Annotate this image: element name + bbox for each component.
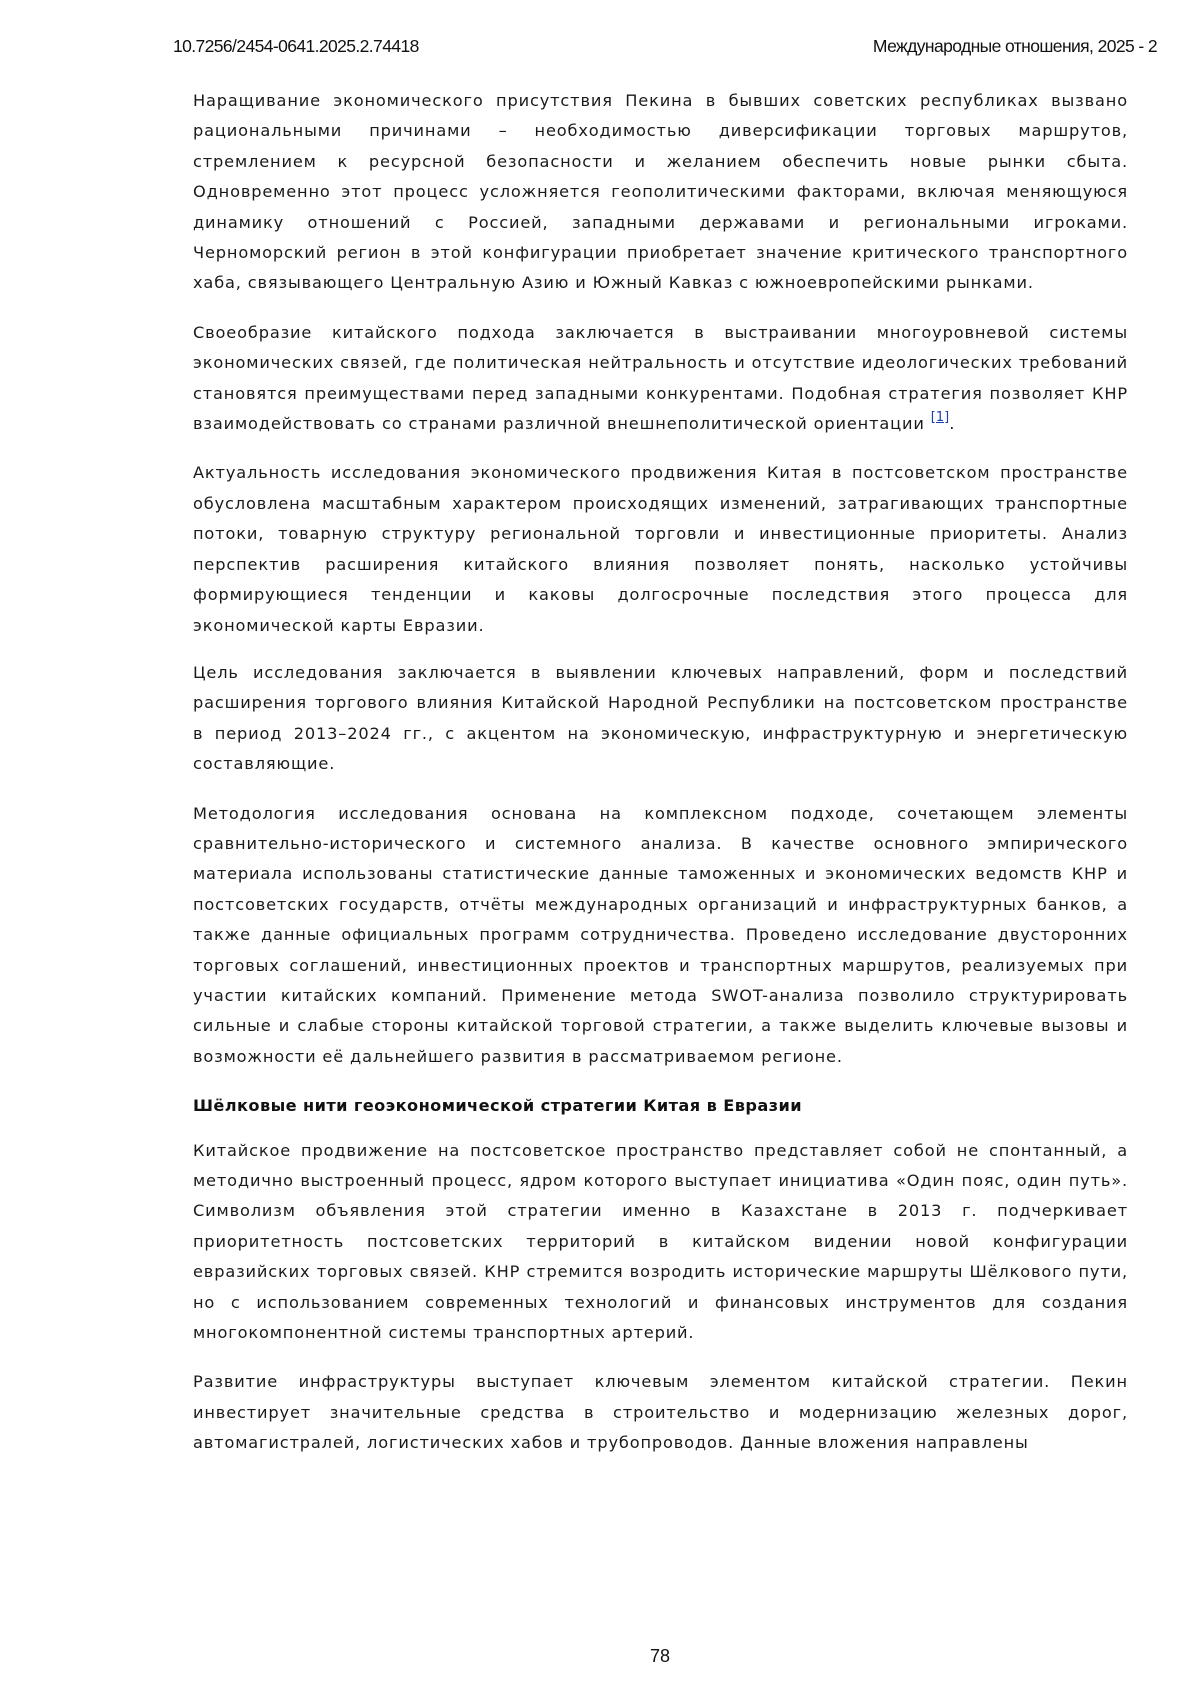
doi-label: 10.7256/2454-0641.2025.2.74418 bbox=[173, 36, 419, 57]
paragraph: Китайское продвижение на постсоветское пространство представляет собой не спонтанный, а методично выстроенный процесс, ядром которого выступает инициатива «Один пояс, один путь». Символизм объявления этой стратегии именно в Казахстане в 2013 г. подчеркивает приоритетность постсоветских территорий в китайском видении новой конфигурации евразийских торговых связей. КНР стремится возродить исторические маршруты Шёлкового пути, но с использованием современных технологий и финансовых инструментов для создания многокомпонентной системы транспортных артерий. bbox=[193, 1136, 1128, 1349]
footnote-link[interactable]: [1] bbox=[931, 410, 949, 425]
running-header bbox=[173, 36, 1157, 62]
section-heading: Шёлковые нити геоэкономической стратегии Китая в Евразии bbox=[193, 1091, 1128, 1121]
paragraph: Актуальность исследования экономического продвижения Китая в постсоветском пространстве обусловлена масштабным характером происходящих изменений, затрагивающих транспортные потоки, товарную структуру региональной торговли и инвестиционные приоритеты. Анализ перспектив расширения китайского влияния позволяет понять, насколько устойчивы формирующиеся тенденции и каковы долгосрочные последствия этого процесса для экономической карты Евразии. bbox=[193, 458, 1128, 640]
paragraph: Методология исследования основана на комплексном подходе, сочетающем элементы сравнительно-исторического и системного анализа. В качестве основного эмпирического материала использованы статистические данные таможенных и экономических ведомств КНР и постсоветских государств, отчёты международных организаций и инфраструктурных банков, а также данные официальных программ сотрудничества. Проведено исследование двусторонних торговых соглашений, инвестиционных проектов и транспортных маршрутов, реализуемых при участии китайских компаний. Применение метода SWOT-анализа позволило структурировать сильные и слабые стороны китайской торговой стратегии, а также выделить ключевые вызовы и возможности её дальнейшего развития в рассматриваемом регионе. bbox=[193, 799, 1128, 1073]
article-body bbox=[193, 86, 1128, 1478]
footnote-trailing-period: . bbox=[949, 414, 955, 433]
journal-issue-label: Международные отношения, 2025 - 2 bbox=[873, 36, 1157, 57]
paragraph: Развитие инфраструктуры выступает ключевым элементом китайской стратегии. Пекин инвестирует значительные средства в строительство и модернизацию железных дорог, автомагистралей, логистических хабов и трубопроводов. Данные вложения направлены bbox=[193, 1367, 1128, 1458]
paragraph: Наращивание экономического присутствия Пекина в бывших советских республиках вызвано рациональными причинами – необходимостью диверсификации торговых маршрутов, стремлением к ресурсной безопасности и желанием обеспечить новые рынки сбыта. Одновременно этот процесс усложняется геополитическими факторами, включая меняющуюся динамику отношений с Россией, западными державами и региональными игроками. Черноморский регион в этой конфигурации приобретает значение критического транспортного хаба, связывающего Центральную Азию и Южный Кавказ с южноевропейскими рынками. bbox=[193, 86, 1128, 299]
paragraph: Цель исследования заключается в выявлении ключевых направлений, форм и последствий расширения торгового влияния Китайской Народной Республики на постсоветском пространстве в период 2013–2024 гг., с акцентом на экономическую, инфраструктурную и энергетическую составляющие. bbox=[193, 658, 1128, 780]
paragraph-with-footnote bbox=[193, 318, 1128, 440]
paragraph-text: Своеобразие китайского подхода заключается в выстраивании многоуровневой системы экономических связей, где политическая нейтральность и отсутствие идеологических требований становятся преимуществами перед западными конкурентами. Подобная стратегия позволяет КНР взаимодействовать со странами различной внешнеполитической ориентации bbox=[193, 323, 1128, 433]
page-number: 78 bbox=[0, 1646, 1200, 1667]
